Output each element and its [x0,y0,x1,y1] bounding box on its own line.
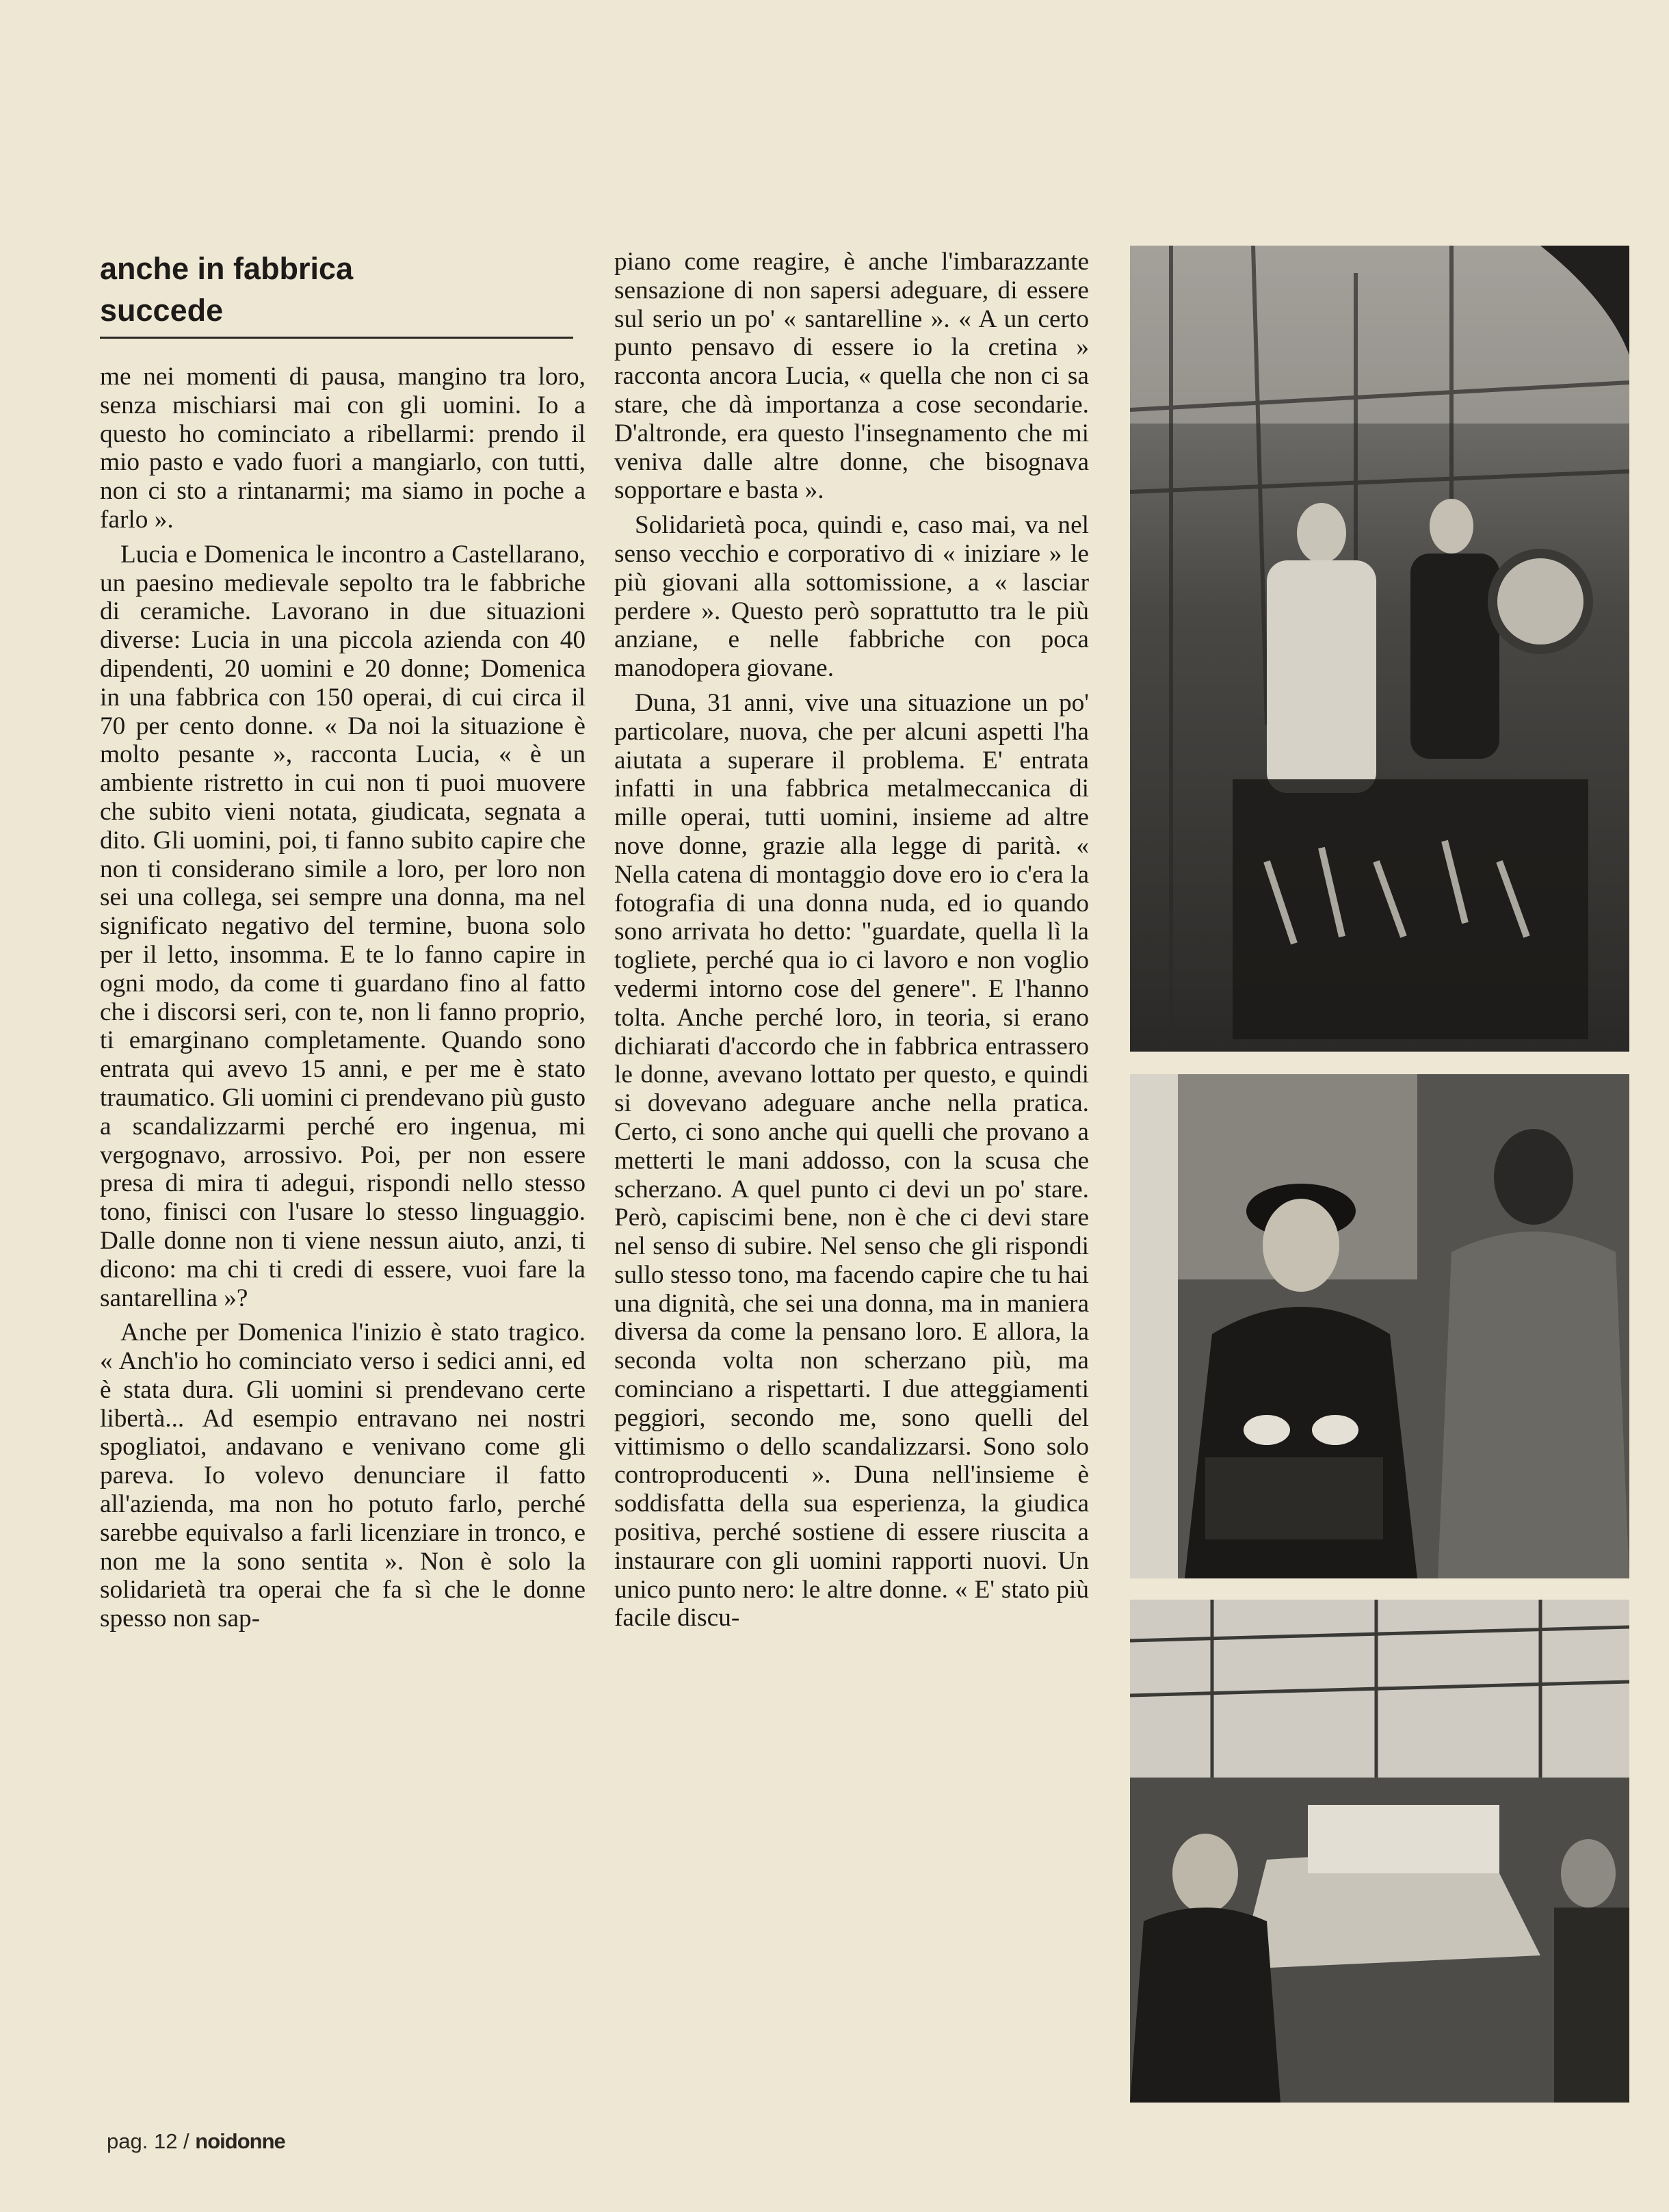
photo-woman-worker [1130,1074,1629,1578]
article-header [100,248,573,339]
page-number: pag. 12 / [107,2129,189,2153]
photo-car-assembly-image [1130,1600,1629,2103]
text-column-middle [614,248,1089,2047]
section-title-line-1: anche in fabbrica [100,251,354,286]
paragraph: piano come reagire, è anche l'imbarazzante sensazione di non sapersi adeguare, di essere sul serio un po' « santarelline ». « A un certo punto pensavo di essere io la cretina » racconta ancora Lucia, « quella che non ci sa stare, che dà importanza a cose secondarie. D'altronde, era questo l'insegnamento che mi veniva dalle altre donne, che bisognava sopportare e basta ». [614,248,1089,505]
photo-assembly-line [1130,246,1629,1052]
paragraph: Anche per Domenica l'inizio è stato tragico. « Anch'io ho cominciato verso i sedici anni, ed è stata dura. Gli uomini si prendevano certe libertà... Ad esempio entravano nei nostri spogliatoi, andavano e venivano come gli pareva. Io volevo denunciare il fatto all'azienda, ma non ho potuto farlo, perché sarebbe equivalso a farli licenziare in tronco, e non me la sono sentita ». Non è solo la solidarietà tra operai che fa sì che le donne spesso non sap- [100,1318,586,1633]
photo-woman-worker-image [1130,1074,1629,1578]
photo-assembly-line-image [1130,246,1629,1052]
magazine-name: noidonne [195,2129,285,2153]
paragraph: me nei momenti di pausa, mangino tra loro, senza mischiarsi mai con gli uomini. Io a questo ho cominciato a ribellarmi: prendo il mio pasto e vado fuori a mangiarlo, con tutti, non ci sto a rintanarmi; ma siamo in poche a farlo ». [100,363,586,534]
section-title-line-2: succede [100,293,224,328]
photo-car-assembly [1130,1600,1629,2103]
paragraph: Solidarietà poca, quindi e, caso mai, va nel senso vecchio e corporativo di « iniziare » le più giovani alla sottomissione, a « lasciar perdere ». Questo però soprattutto tra le più anziane, e nelle fabbriche con poca manodopera giovane. [614,511,1089,683]
text-column-left [100,363,586,2035]
page-footer [107,2129,285,2154]
paragraph: Duna, 31 anni, vive una situazione un po' particolare, nuova, che per alcuni aspetti l'ha aiutata a superare il problema. E' entrata infatti in una fabbrica metalmeccanica di mille operai, tutti uomini, insieme ad altre nove donne, grazie alla legge di parità. « Nella catena di montaggio dove ero io c'era la fotografia di una donna nuda, ed io quando sono arrivata ho detto: "guardate, quella lì la togliete, perché qua io ci lavoro e non voglio vedermi intorno cose del genere". E l'hanno tolta. Anche perché loro, in teoria, si erano dichiarati d'accordo che in fabbrica entrassero le donne, avevano lottato per questo, e quindi si dovevano adeguare anche nella pratica. Certo, ci sono anche qui quelli che provano a metterti le mani addosso, con la scusa che scherzano. A quel punto ci devi un po' stare. Però, capiscimi bene, non è che ci devi stare nel senso di subire. Nel senso che gli rispondi sullo stesso tono, ma facendo capire che tu hai una dignità, che sei una donna, ma in maniera diversa da come la pensano loro. E allora, la seconda volta non scherzano più, ma cominciano a rispettarti. I due atteggiamenti peggiori, secondo me, sono quelli del vittimismo o dello scandalizzarsi. Sono solo controproducenti ». Duna nell'insieme è soddisfatta della sua esperienza, la giudica positiva, perché sostiene di essere riuscita a instaurare con gli uomini rapporti nuovi. Un unico punto nero: le altre donne. « E' stato più facile discu- [614,688,1089,1632]
paragraph: Lucia e Domenica le incontro a Castellarano, un paesino medievale sepolto tra le fabbriche di ceramiche. Lavorano in due situazioni diverse: Lucia in una piccola azienda con 40 dipendenti, 20 uomini e 20 donne; Domenica in una fabbrica con 150 operai, di cui circa il 70 per cento donne. « Da noi la situazione è molto pesante », racconta Lucia, « è un ambiente ristretto in cui non ti puoi muovere che subito vieni notata, giudicata, segnata a dito. Gli uomini, poi, ti fanno subito capire che non ti considerano simile a loro, per loro non sei una collega, sei sempre una donna, ma nel significato negativo del termine, buona solo per il letto, insomma. E te lo fanno capire in ogni modo, da come ti guardano fino al fatto che i discorsi seri, con te, non li fanno proprio, ti emarginano completamente. Quando sono entrata qui avevo 15 anni, e per me è stato traumatico. Gli uomini ci prendevano più gusto a scandalizzarmi perché ero ingenua, mi vergognavo, arrossivo. Poi, per non essere presa di mira ti adegui, rispondi nello stesso tono, finisci con l'usare lo stesso linguaggio. Dalle donne non ti viene nessun aiuto, anzi, ti dicono: ma chi ti credi di essere, vuoi fare la santarellina »? [100,540,586,1312]
